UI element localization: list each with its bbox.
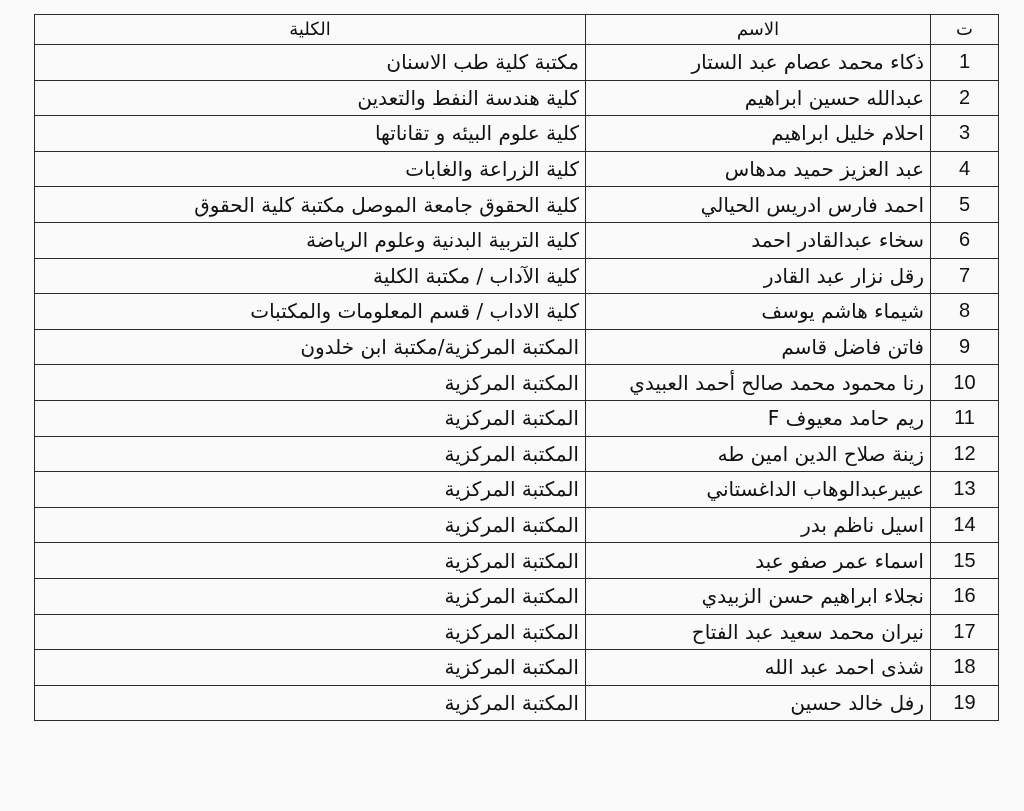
row-name-cell: احمد فارس ادريس الحيالي — [586, 187, 931, 223]
row-number-cell: 6 — [931, 222, 999, 258]
row-number-cell: 5 — [931, 187, 999, 223]
table-row — [35, 650, 999, 686]
table-row — [35, 614, 999, 650]
row-college-cell: المكتبة المركزية — [35, 685, 586, 721]
row-number-cell: 13 — [931, 472, 999, 508]
row-name-cell: عبدالله حسين ابراهيم — [586, 80, 931, 116]
row-name-cell: فاتن فاضل قاسم — [586, 329, 931, 365]
row-number-cell: 15 — [931, 543, 999, 579]
row-college-cell: كلية الاداب / قسم المعلومات والمكتبات — [35, 294, 586, 330]
header-college: الكلية — [35, 15, 586, 45]
row-name-cell: شيماء هاشم يوسف — [586, 294, 931, 330]
staff-table — [34, 14, 999, 721]
row-number-cell: 9 — [931, 329, 999, 365]
table-row — [35, 400, 999, 436]
row-college-cell: المكتبة المركزية/مكتبة ابن خلدون — [35, 329, 586, 365]
row-college-cell: المكتبة المركزية — [35, 650, 586, 686]
table-row — [35, 45, 999, 81]
row-college-cell: كلية الآداب / مكتبة الكلية — [35, 258, 586, 294]
row-number-cell: 19 — [931, 685, 999, 721]
row-number-cell: 7 — [931, 258, 999, 294]
row-number-cell: 3 — [931, 116, 999, 152]
table-row — [35, 151, 999, 187]
row-college-cell: المكتبة المركزية — [35, 365, 586, 401]
table-body — [35, 45, 999, 721]
row-number-cell: 2 — [931, 80, 999, 116]
row-name-cell: نيران محمد سعيد عبد الفتاح — [586, 614, 931, 650]
row-name-cell: اسماء عمر صفو عبد — [586, 543, 931, 579]
header-number: ت — [931, 15, 999, 45]
row-number-cell: 12 — [931, 436, 999, 472]
row-number-cell: 8 — [931, 294, 999, 330]
row-number-cell: 17 — [931, 614, 999, 650]
table-row — [35, 329, 999, 365]
row-name-cell: رنا محمود محمد صالح أحمد العبيدي — [586, 365, 931, 401]
table-row — [35, 222, 999, 258]
table-row — [35, 80, 999, 116]
table-row — [35, 365, 999, 401]
row-college-cell: كلية علوم البيئه و تقاناتها — [35, 116, 586, 152]
table-row — [35, 578, 999, 614]
row-number-cell: 10 — [931, 365, 999, 401]
row-college-cell: المكتبة المركزية — [35, 507, 586, 543]
row-name-cell: ريم حامد معيوف F — [586, 400, 931, 436]
row-college-cell: كلية الحقوق جامعة الموصل مكتبة كلية الحقوق — [35, 187, 586, 223]
row-college-cell: كلية الزراعة والغابات — [35, 151, 586, 187]
row-name-cell: ذكاء محمد عصام عبد الستار — [586, 45, 931, 81]
row-college-cell: المكتبة المركزية — [35, 400, 586, 436]
row-name-cell: سخاء عبدالقادر احمد — [586, 222, 931, 258]
table-row — [35, 507, 999, 543]
table-row — [35, 294, 999, 330]
row-number-cell: 16 — [931, 578, 999, 614]
row-college-cell: كلية هندسة النفط والتعدين — [35, 80, 586, 116]
row-number-cell: 1 — [931, 45, 999, 81]
row-name-cell: رقل نزار عبد القادر — [586, 258, 931, 294]
row-name-cell: شذى احمد عبد الله — [586, 650, 931, 686]
table-row — [35, 258, 999, 294]
row-college-cell: المكتبة المركزية — [35, 543, 586, 579]
row-number-cell: 4 — [931, 151, 999, 187]
table-row — [35, 116, 999, 152]
row-name-cell: اسيل ناظم بدر — [586, 507, 931, 543]
header-name: الاسم — [586, 15, 931, 45]
table-row — [35, 187, 999, 223]
table-row — [35, 436, 999, 472]
row-college-cell: المكتبة المركزية — [35, 614, 586, 650]
table-row — [35, 472, 999, 508]
row-number-cell: 14 — [931, 507, 999, 543]
row-name-cell: رفل خالد حسين — [586, 685, 931, 721]
row-name-cell: نجلاء ابراهيم حسن الزبيدي — [586, 578, 931, 614]
table-row — [35, 543, 999, 579]
row-number-cell: 18 — [931, 650, 999, 686]
row-college-cell: مكتبة كلية طب الاسنان — [35, 45, 586, 81]
row-college-cell: كلية التربية البدنية وعلوم الرياضة — [35, 222, 586, 258]
row-college-cell: المكتبة المركزية — [35, 436, 586, 472]
table-header-row — [35, 15, 999, 45]
row-name-cell: زينة صلاح الدين امين طه — [586, 436, 931, 472]
row-name-cell: عبيرعبدالوهاب الداغستاني — [586, 472, 931, 508]
row-college-cell: المكتبة المركزية — [35, 472, 586, 508]
row-name-cell: احلام خليل ابراهيم — [586, 116, 931, 152]
table-row — [35, 685, 999, 721]
row-college-cell: المكتبة المركزية — [35, 578, 586, 614]
row-number-cell: 11 — [931, 400, 999, 436]
row-name-cell: عبد العزيز حميد مدهاس — [586, 151, 931, 187]
